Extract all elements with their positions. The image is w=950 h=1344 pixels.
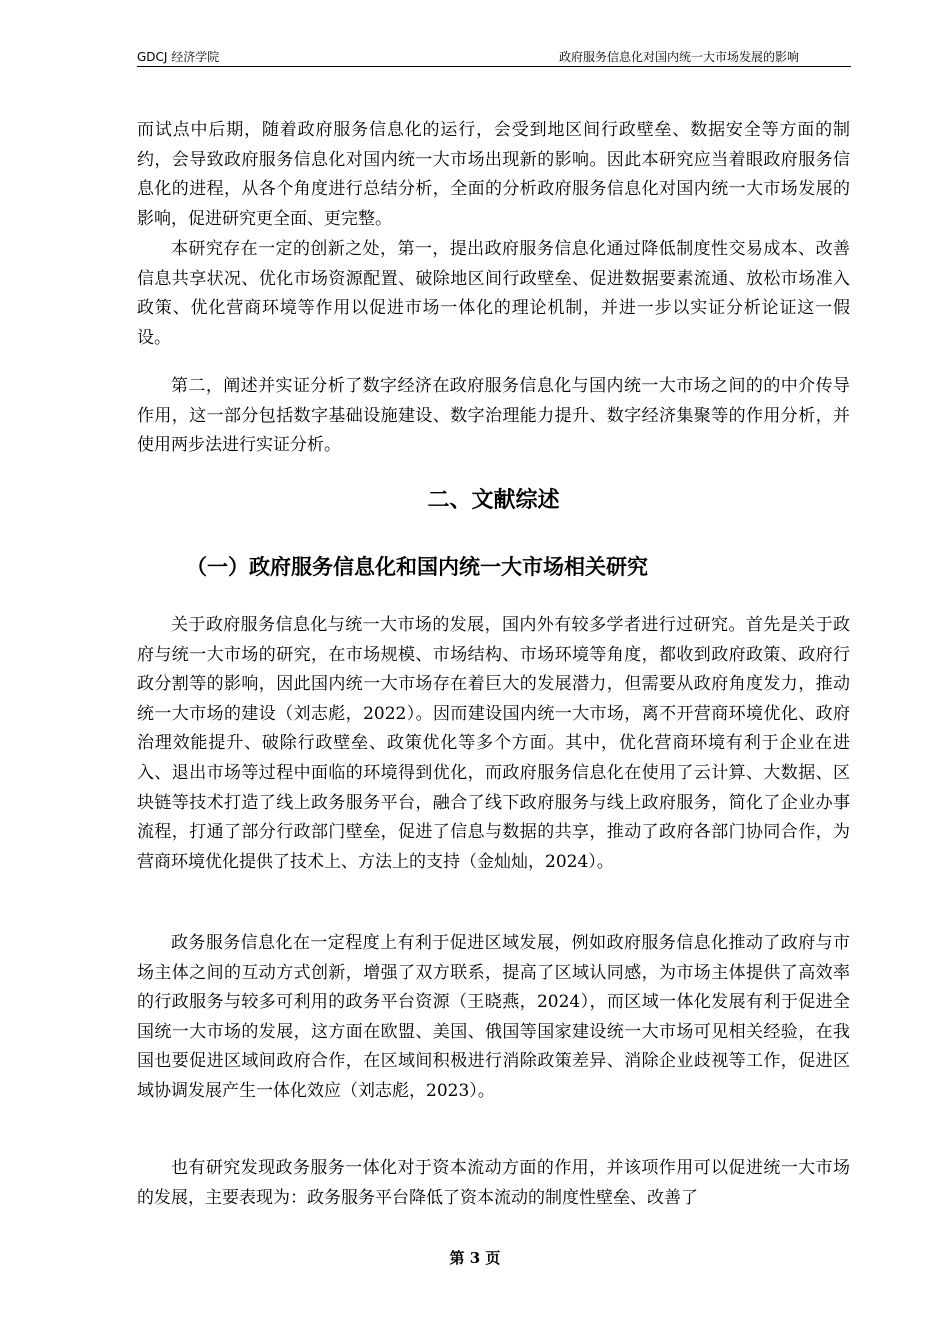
subsection-heading: （一）政府服务信息化和国内统一大市场相关研究 <box>186 555 648 579</box>
section-heading: 二、文献综述 <box>427 488 560 513</box>
page-header <box>137 50 851 67</box>
page-number: 第 3 页 <box>449 1249 501 1267</box>
paragraph-literature-2: 政务服务信息化在一定程度上有利于促进区域发展，例如政府服务信息化推动了政府与市场主体之间的互动方式创新，增强了双方联系，提高了区域认同感，为市场主体提供了高效率的行政服务与较多可利用的政务平台资源（王晓燕，2024），而区域一体化发展有利于促进全国统一大市场的发展，这方面在欧盟、美国、俄国等国家建设统一大市场可见相关经验，在我国也要促进区域间政府合作，在区域间积极进行消除政策差异、消除企业歧视等工作，促进区域协调发展产生一体化效应（刘志彪，2023）。 <box>137 933 850 1101</box>
header-school-name: GDCJ 经济学院 <box>137 50 220 64</box>
header-paper-title: 政府服务信息化对国内统一大市场发展的影响 <box>558 50 799 64</box>
paragraph-literature-3: 也有研究发现政务服务一体化对于资本流动方面的作用，并该项作用可以促进统一大市场的发展，主要表现为：政务服务平台降低了资本流动的制度性壁垒、改善了 <box>137 1158 850 1208</box>
paragraph-innovation-second: 第二，阐述并实证分析了数字经济在政府服务信息化与国内统一大市场之间的的中介传导作用，这一部分包括数字基础设施建设、数字治理能力提升、数字经济集聚等的作用分析，并使用两步法进行实证分析。 <box>137 376 850 456</box>
paragraph-literature-1: 关于政府服务信息化与统一大市场的发展，国内外有较多学者进行过研究。首先是关于政府与统一大市场的研究，在市场规模、市场结构、市场环境等角度，都收到政府政策、政府行政分割等的影响，因此国内统一大市场存在着巨大的发展潜力，但需要从政府角度发力，推动统一大市场的建设（刘志彪，2022）。因而建设国内统一大市场，离不开营商环境优化、政府治理效能提升、破除行政壁垒、政策优化等多个方面。其中，优化营商环境有利于企业在进入、退出市场等过程中面临的环境得到优化，而政府服务信息化在使用了云计算、大数据、区块链等技术打造了线上政务服务平台，融合了线下政府服务与线上政府服务，简化了企业办事流程，打通了部分行政部门壁垒，促进了信息与数据的共享，推动了政府各部门协同合作，为营商环境优化提供了技术上、方法上的支持（金灿灿，2024）。 <box>137 615 850 872</box>
paragraph-innovation-first: 本研究存在一定的创新之处，第一，提出政府服务信息化通过降低制度性交易成本、改善信息共享状况、优化市场资源配置、破除地区间行政壁垒、促进数据要素流通、放松市场准入政策、优化营商环境等作用以促进市场一体化的理论机制，并进一步以实证分析论证这一假设。 <box>137 239 850 348</box>
paragraph-continuation: 而试点中后期，随着政府服务信息化的运行，会受到地区间行政壁垒、数据安全等方面的制约，会导致政府服务信息化对国内统一大市场出现新的影响。因此本研究应当着眼政府服务信息化的进程，从各个角度进行总结分析，全面的分析政府服务信息化对国内统一大市场发展的影响，促进研究更全面、更完整。 <box>137 120 850 229</box>
